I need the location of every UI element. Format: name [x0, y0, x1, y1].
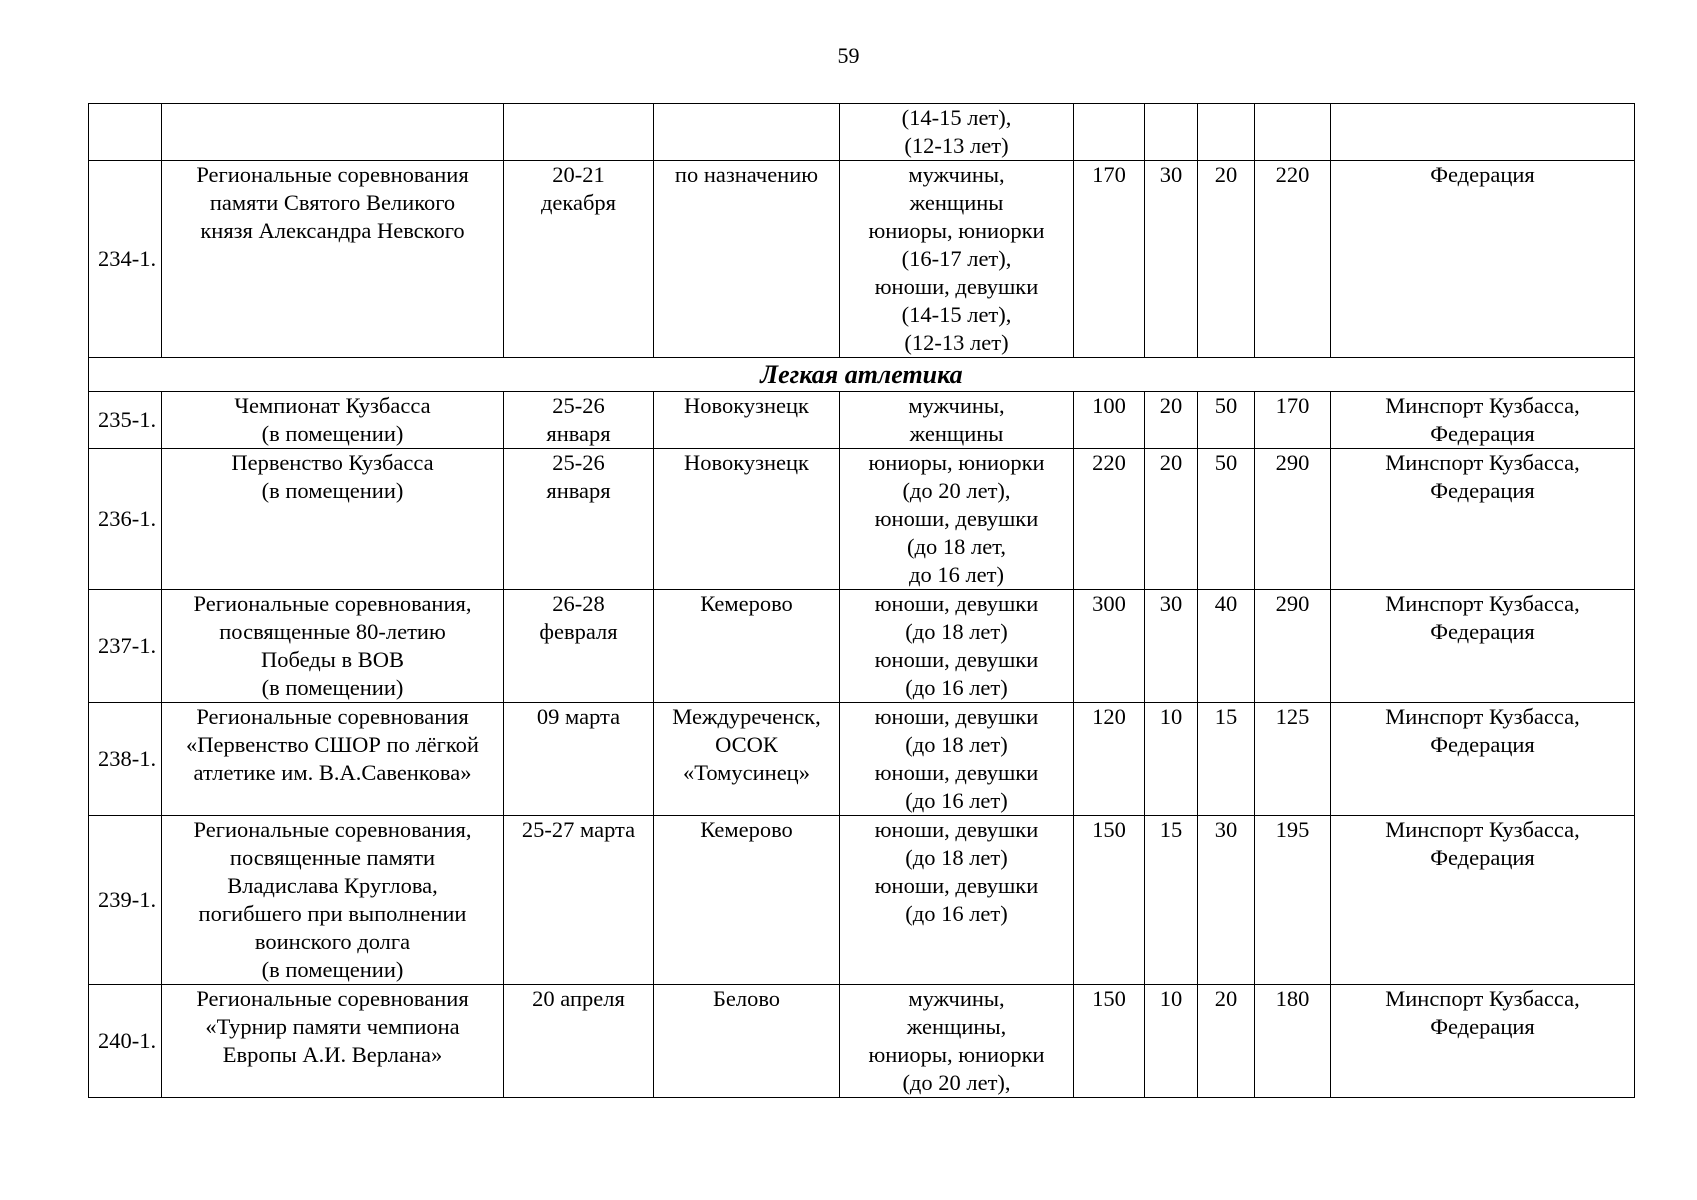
event-number: 240-1.: [89, 985, 162, 1098]
event-number: 234-1.: [89, 161, 162, 358]
event-name: Региональные соревнования «Турнир памяти чемпиона Европы А.И. Верлана»: [162, 985, 504, 1098]
event-number: 236-1.: [89, 449, 162, 590]
event-dates: 25-26 января: [504, 392, 654, 449]
event-place: Новокузнецк: [654, 392, 840, 449]
count-col-4: 125: [1255, 703, 1331, 816]
count-col-2: 15: [1145, 816, 1198, 985]
event-participants: (14-15 лет), (12-13 лет): [840, 104, 1074, 161]
count-col-3: 20: [1198, 985, 1255, 1098]
table-row: [89, 392, 1635, 449]
count-col-4: 195: [1255, 816, 1331, 985]
count-col-2: 20: [1145, 449, 1198, 590]
event-organizer: Минспорт Кузбасса, Федерация: [1331, 703, 1635, 816]
count-col-3: 40: [1198, 590, 1255, 703]
count-col-4: 220: [1255, 161, 1331, 358]
table-row: [89, 590, 1635, 703]
section-header-row: [89, 358, 1635, 392]
table-row: [89, 449, 1635, 590]
event-number: 237-1.: [89, 590, 162, 703]
count-col-3: 30: [1198, 816, 1255, 985]
count-col-4: 290: [1255, 449, 1331, 590]
count-col-1: 120: [1074, 703, 1145, 816]
event-place: Кемерово: [654, 590, 840, 703]
count-col-2: 30: [1145, 161, 1198, 358]
event-name: Региональные соревнования, посвященные памяти Владислава Круглова, погибшего при выполнении воинского долга (в помещении): [162, 816, 504, 985]
event-name: Первенство Кузбасса (в помещении): [162, 449, 504, 590]
event-number: 235-1.: [89, 392, 162, 449]
count-col-3: [1198, 104, 1255, 161]
count-col-4: 170: [1255, 392, 1331, 449]
table-row: [89, 161, 1635, 358]
event-dates: 26-28 февраля: [504, 590, 654, 703]
event-participants: юноши, девушки (до 18 лет) юноши, девушки (до 16 лет): [840, 590, 1074, 703]
event-organizer: Минспорт Кузбасса, Федерация: [1331, 449, 1635, 590]
page-number: 59: [837, 43, 860, 68]
count-col-2: 10: [1145, 985, 1198, 1098]
count-col-1: 150: [1074, 816, 1145, 985]
count-col-3: 15: [1198, 703, 1255, 816]
event-participants: юноши, девушки (до 18 лет) юноши, девушки (до 16 лет): [840, 816, 1074, 985]
count-col-2: 30: [1145, 590, 1198, 703]
event-organizer: Федерация: [1331, 161, 1635, 358]
event-organizer: Минспорт Кузбасса, Федерация: [1331, 816, 1635, 985]
event-organizer: Минспорт Кузбасса, Федерация: [1331, 590, 1635, 703]
count-col-4: 290: [1255, 590, 1331, 703]
event-organizer: [1331, 104, 1635, 161]
event-place: Междуреченск, ОСОК «Томусинец»: [654, 703, 840, 816]
count-col-1: [1074, 104, 1145, 161]
event-name: Региональные соревнования «Первенство СШОР по лёгкой атлетике им. В.А.Савенкова»: [162, 703, 504, 816]
count-col-1: 150: [1074, 985, 1145, 1098]
event-organizer: Минспорт Кузбасса, Федерация: [1331, 392, 1635, 449]
count-col-2: 10: [1145, 703, 1198, 816]
table-row: [89, 104, 1635, 161]
table-row: [89, 985, 1635, 1098]
count-col-1: 170: [1074, 161, 1145, 358]
table-row: [89, 816, 1635, 985]
event-place: Белово: [654, 985, 840, 1098]
count-col-1: 220: [1074, 449, 1145, 590]
event-place: Новокузнецк: [654, 449, 840, 590]
event-name: Региональные соревнования, посвященные 80-летию Победы в ВОВ (в помещении): [162, 590, 504, 703]
event-number: 239-1.: [89, 816, 162, 985]
event-participants: юноши, девушки (до 18 лет) юноши, девушки (до 16 лет): [840, 703, 1074, 816]
event-place: Кемерово: [654, 816, 840, 985]
count-col-3: 50: [1198, 449, 1255, 590]
event-participants: мужчины, женщины юниоры, юниорки (16-17 лет), юноши, девушки (14-15 лет), (12-13 лет): [840, 161, 1074, 358]
count-col-2: 20: [1145, 392, 1198, 449]
count-col-1: 300: [1074, 590, 1145, 703]
event-dates: 09 марта: [504, 703, 654, 816]
event-dates: 20-21 декабря: [504, 161, 654, 358]
events-table: [88, 103, 1635, 1098]
section-title: Легкая атлетика: [89, 358, 1635, 392]
count-col-3: 20: [1198, 161, 1255, 358]
event-dates: 20 апреля: [504, 985, 654, 1098]
event-participants: юниоры, юниорки (до 20 лет), юноши, девушки (до 18 лет, до 16 лет): [840, 449, 1074, 590]
count-col-4: [1255, 104, 1331, 161]
event-dates: [504, 104, 654, 161]
event-number: [89, 104, 162, 161]
table-row: [89, 703, 1635, 816]
event-dates: 25-27 марта: [504, 816, 654, 985]
event-number: 238-1.: [89, 703, 162, 816]
event-organizer: Минспорт Кузбасса, Федерация: [1331, 985, 1635, 1098]
event-place: по назначению: [654, 161, 840, 358]
event-participants: мужчины, женщины, юниоры, юниорки (до 20 лет),: [840, 985, 1074, 1098]
event-participants: мужчины, женщины: [840, 392, 1074, 449]
event-place: [654, 104, 840, 161]
event-name: Чемпионат Кузбасса (в помещении): [162, 392, 504, 449]
count-col-3: 50: [1198, 392, 1255, 449]
count-col-4: 180: [1255, 985, 1331, 1098]
event-dates: 25-26 января: [504, 449, 654, 590]
event-name: [162, 104, 504, 161]
count-col-2: [1145, 104, 1198, 161]
count-col-1: 100: [1074, 392, 1145, 449]
event-name: Региональные соревнования памяти Святого Великого князя Александра Невского: [162, 161, 504, 358]
